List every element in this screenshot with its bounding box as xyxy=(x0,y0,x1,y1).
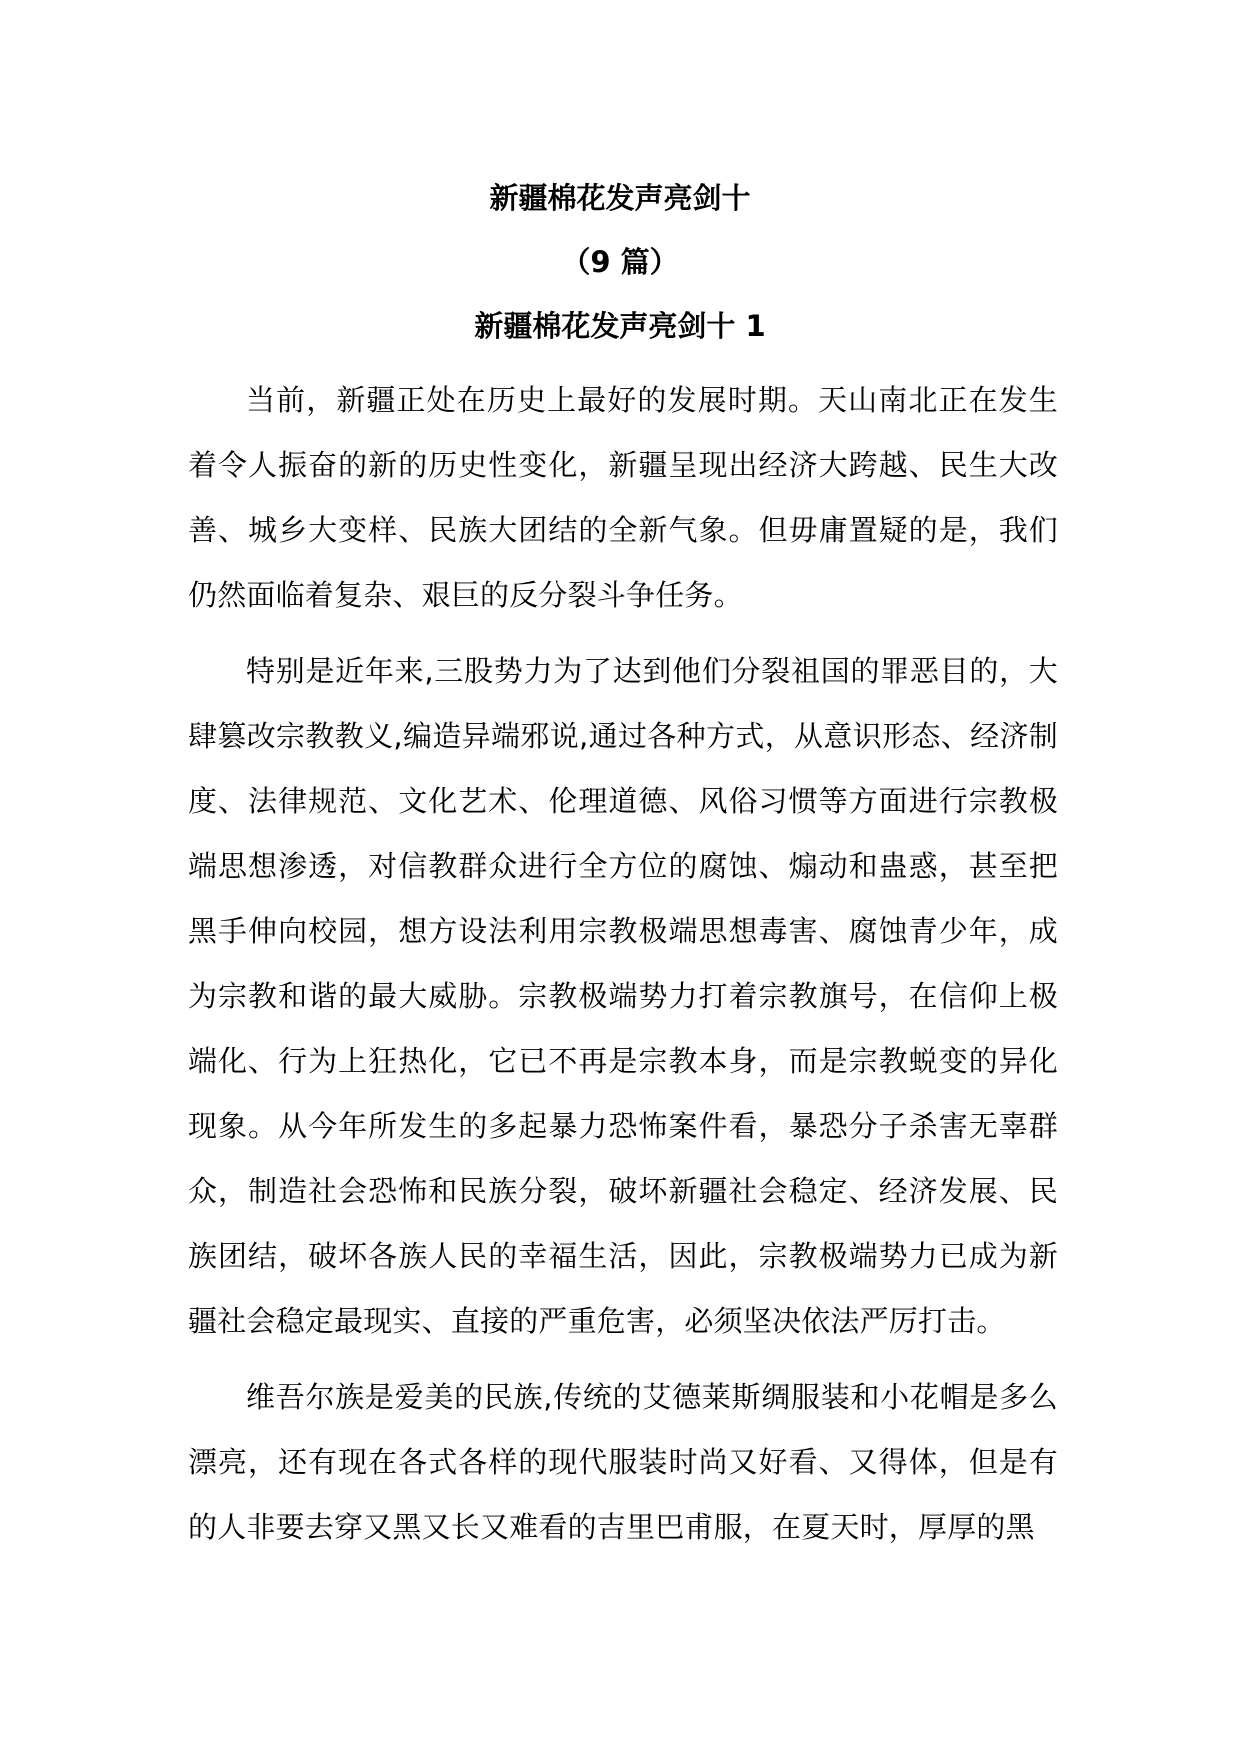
paragraph: 维吾尔族是爱美的民族,传统的艾德莱斯绸服装和小花帽是多么漂亮，还有现在各式各样的现代服装时尚又好看、又得体，但是有的人非要去穿又黑又长又难看的吉里巴甫服，在夏天时，厚厚的黑 xyxy=(188,1380,1058,1544)
body-text xyxy=(188,368,1058,1571)
article-count: （9 篇） xyxy=(561,245,679,279)
paragraph: 当前，新疆正处在历史上最好的发展时期。天山南北正在发生着令人振奋的新的历史性变化，新疆呈现出经济大跨越、民生大改善、城乡大变样、民族大团结的全新气象。但毋庸置疑的是，我们仍然面临着复杂、艰巨的反分裂斗争任务。 xyxy=(188,383,1058,612)
paragraph: 特别是近年来,三股势力为了达到他们分裂祖国的罪恶目的，大肆篡改宗教教义,编造异端邪说,通过各种方式，从意识形态、经济制度、法律规范、文化艺术、伦理道德、风俗习惯等方面进行宗教极端思想渗透，对信教群众进行全方位的腐蚀、煽动和蛊惑，甚至把黑手伸向校园，想方设法利用宗教极端思想毒害、腐蚀青少年，成为宗教和谐的最大威胁。宗教极端势力打着宗教旗号，在信仰上极端化、行为上狂热化，它已不再是宗教本身，而是宗教蜕变的异化现象。从今年所发生的多起暴力恐怖案件看，暴恐分子杀害无辜群众，制造社会恐怖和民族分裂，破坏新疆社会稳定、经济发展、民族团结，破坏各族人民的幸福生活，因此，宗教极端势力已成为新疆社会稳定最现实、直接的严重危害，必须坚决依法严厉打击。 xyxy=(188,654,1058,1338)
document-title: 新疆棉花发声亮剑十 xyxy=(489,181,751,215)
section-title: 新疆棉花发声亮剑十 1 xyxy=(474,309,766,343)
